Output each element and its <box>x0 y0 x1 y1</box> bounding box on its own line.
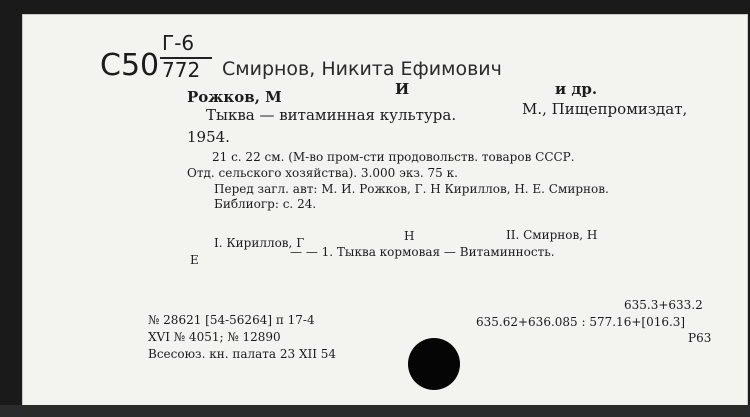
call-number-top: Г-6 <box>162 31 195 55</box>
call-number-bottom: 772 <box>162 58 201 82</box>
physical-description: 21 с. 22 см. (М-во пром-сти продовольств. товаров СССР. <box>212 150 575 164</box>
tracing-author-1-initial: Н <box>404 229 415 243</box>
tracing-author-1: I. Кириллов, Г <box>214 236 305 250</box>
book-title: Тыква — витаминная культура. <box>206 106 457 124</box>
scanner-edge <box>0 405 750 417</box>
udc-index-3: Р63 <box>688 331 712 345</box>
handwritten-author-name: Смирнов, Никита Ефимович <box>222 58 502 80</box>
accession-number: № 28621 [54-56264] п 17-4 <box>148 313 315 327</box>
subject-tracing: — — 1. Тыква кормовая — Витаминность. <box>290 245 555 259</box>
udc-index-2: 635.62+636.085 : 577.16+[016.3] <box>476 315 686 329</box>
author-initial: И <box>395 80 410 98</box>
bibliography-note: Библиогр: с. 24. <box>214 197 317 211</box>
author-et-al: и др. <box>555 80 598 98</box>
tracing-author-2: II. Смирнов, Н <box>506 228 598 242</box>
tracing-author-3-initial: Е <box>190 253 199 267</box>
publication-year: 1954. <box>187 128 230 146</box>
registration-numbers: XVI № 4051; № 12890 <box>148 330 281 344</box>
author-surname: Рожков, М <box>187 88 282 106</box>
call-number-main: С50 <box>100 48 160 83</box>
series-note: Отд. сельского хозяйства). 3.000 экз. 75 к. <box>187 166 458 180</box>
authors-note: Перед загл. авт: М. И. Рожков, Г. Н Кириллов, Н. Е. Смирнов. <box>214 182 609 196</box>
card-punch-hole <box>408 338 460 390</box>
udc-index-1: 635.3+633.2 <box>624 298 703 312</box>
imprint: М., Пищепромиздат, <box>522 100 688 118</box>
book-chamber-stamp: Всесоюз. кн. палата 23 XII 54 <box>148 347 337 361</box>
